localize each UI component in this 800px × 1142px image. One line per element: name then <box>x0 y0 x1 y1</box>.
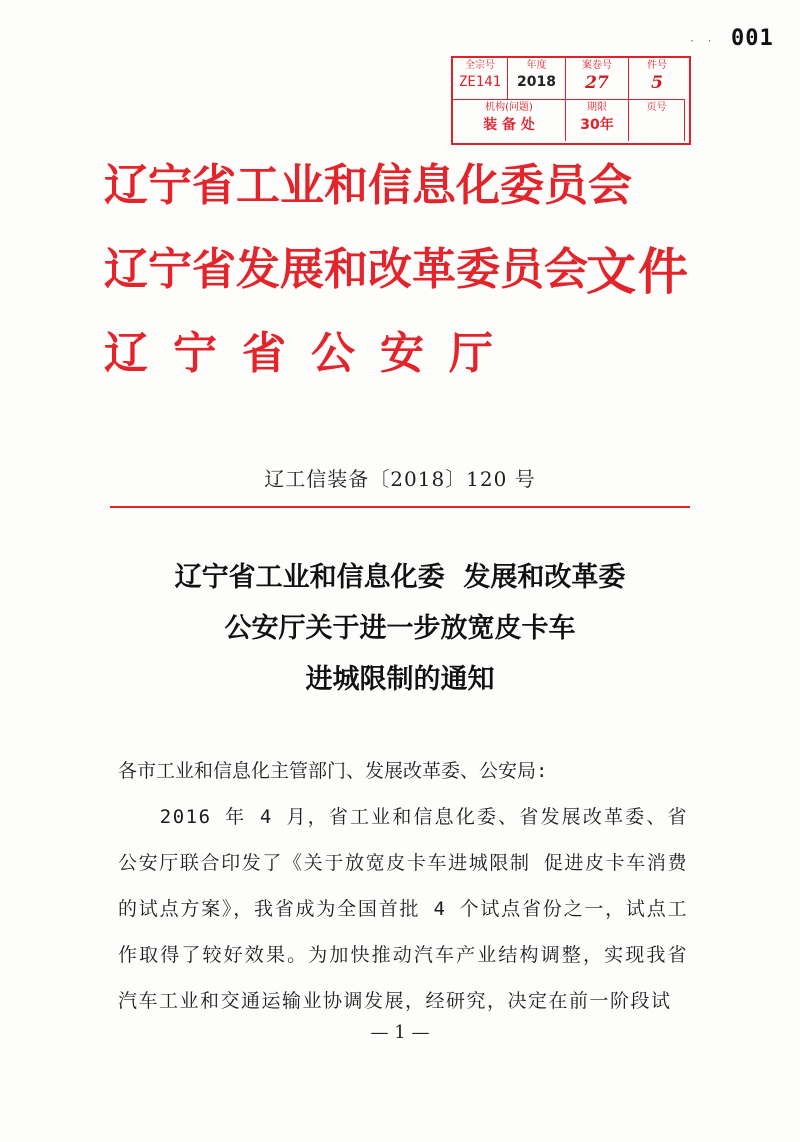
stamp-year-label: 年度 <box>526 60 547 71</box>
stamp-volume-label: 案卷号 <box>582 60 612 71</box>
doc-type-label: 文件 <box>586 243 690 301</box>
salutation: 各市工业和信息化主管部门、发展改革委、公安局: <box>118 760 548 782</box>
stamp-retention-label: 期限 <box>587 102 607 113</box>
stamp-org <box>453 100 566 141</box>
title-line-1: 辽宁省工业和信息化委 发展和改革委 <box>174 562 626 593</box>
stamp-item <box>629 58 685 100</box>
stamp-volume <box>566 58 629 100</box>
stamp-org-value: 装 备 处 <box>483 117 535 133</box>
issuer-header <box>104 150 704 390</box>
stamp-year <box>508 58 566 100</box>
issuer-line-2: 辽宁省发展和改革委员会 <box>104 244 588 295</box>
document-title <box>0 552 800 705</box>
issuer-line-3: 辽宁省公安厅 <box>104 328 518 379</box>
title-line-3: 进城限制的通知 <box>305 664 495 695</box>
stamp-item-label: 件号 <box>647 60 667 71</box>
stamp-quanzong-label: 全宗号 <box>465 60 495 71</box>
title-line-2: 公安厅关于进一步放宽皮卡车 <box>224 613 576 644</box>
document-number: 辽工信装备〔2018〕120 号 <box>264 467 536 491</box>
page-footer: — 1 — <box>370 1022 430 1043</box>
sheet-number: 001 <box>731 26 774 51</box>
stamp-page <box>629 100 685 141</box>
stamp-year-value: 2018 <box>517 74 556 90</box>
stamp-quanzong-value: ZE141 <box>458 74 502 90</box>
stamp-page-label: 页号 <box>646 102 667 113</box>
archive-stamp <box>451 56 691 145</box>
stamp-volume-value: 27 <box>585 73 609 93</box>
document-body <box>118 748 688 1024</box>
red-divider <box>110 506 690 508</box>
scan-marks: · · <box>690 34 717 48</box>
issuer-line-1: 辽宁省工业和信息化委员会 <box>104 160 632 211</box>
body-paragraph: 2016 年 4 月，省工业和信息化委、省发展改革委、省公安厅联合印发了《关于放宽皮卡车进城限制 促进皮卡车消费的试点方案》，我省成为全国首批 4 个试点省份之一，试点工作取得了较好效果。为加快推动汽车产业结构调整，实现我省汽车工业和交通运输业协调发展，经研究，决定在前一阶段试 <box>118 806 688 1012</box>
stamp-retention <box>566 100 629 141</box>
stamp-item-value: 5 <box>651 73 663 93</box>
stamp-retention-value: 30年 <box>580 117 614 133</box>
stamp-org-label: 机构(问题) <box>485 102 533 113</box>
stamp-quanzong <box>453 58 508 100</box>
